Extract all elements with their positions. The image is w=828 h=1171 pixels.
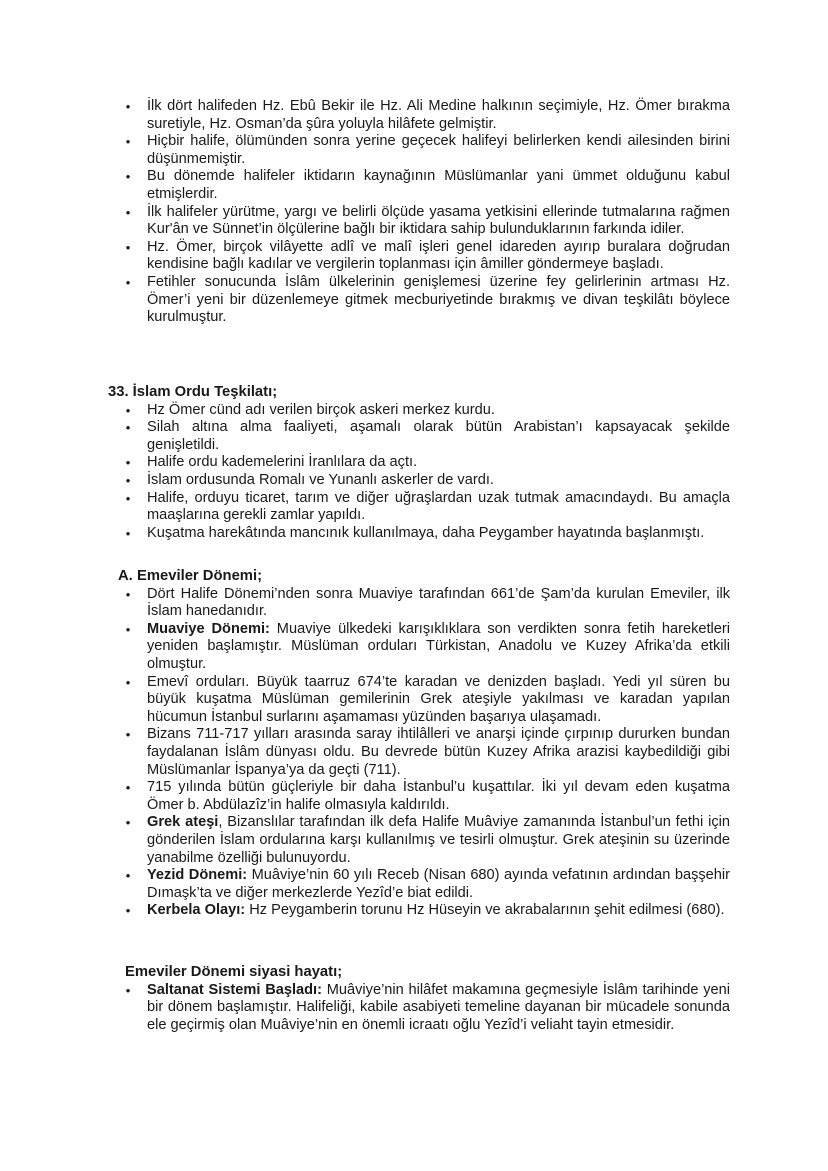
bullet-icon: • xyxy=(125,586,131,602)
item-text: İslam ordusunda Romalı ve Yunanlı askerler de vardı. xyxy=(147,471,494,488)
section-a-emeviler xyxy=(108,568,730,920)
item-text: Muâviye’nin 60 yılı Receb (Nisan 680) ayında vefatının ardından başşehir Dımaşk’ta ve diğer merkezlerde Yezîd’e biat edildi. xyxy=(147,867,730,901)
list-item xyxy=(108,982,730,1035)
item-text: Hz. Ömer, birçok vilâyette adlî ve malî işleri genel idareden ayırıp buralara doğrudan kendisine bağlı kadılar ve vergilerin toplanması için âmiller göndermeye başladı. xyxy=(147,238,730,273)
item-text: Bizans 711-717 yılları arasında saray ihtilâlleri ve anarşi içinde çırpınıp dururken bundan faydalanan İslâm dünyası oldu. Bu devrede bütün Kuzey Afrika arazisi kaybedildiği gibi Müslümanlar İspanya’ya da geçti (711). xyxy=(147,726,730,778)
list-item xyxy=(108,525,730,543)
political-bullet-list xyxy=(108,982,730,1035)
item-text: Muaviye ülkedeki karışıklıklara son verdikten sonra fetih hareketleri yeniden başlamıştır. Müslüman orduları Türkistan, Anadolu ve Kuzey Afrika’da etkili olmuştur. xyxy=(147,620,730,672)
bullet-icon: • xyxy=(125,239,131,255)
bullet-icon: • xyxy=(125,402,131,418)
list-item xyxy=(108,674,730,727)
list-item xyxy=(108,902,730,920)
list-item xyxy=(108,274,730,327)
item-text: Kuşatma harekâtında mancınık kullanılmaya, daha Peygamber hayatında başlanmıştı. xyxy=(147,524,705,541)
list-item xyxy=(108,402,730,420)
bullet-icon: • xyxy=(125,674,131,690)
list-item xyxy=(108,98,730,133)
item-bold-lead: Yezid Dönemi: xyxy=(147,867,248,884)
bullet-icon: • xyxy=(125,868,131,884)
item-text: Bu dönemde halifeler iktidarın kaynağının Müslümanlar yani ümmet olduğunu kabul etmişlerdir. xyxy=(147,168,730,202)
list-item xyxy=(108,586,730,621)
item-text: Fetihler sonucunda İslâm ülkelerinin genişlemesi üzerine fey gelirlerinin artması Hz. Ömer’i yeni bir düzenlemeye gitmek mecburiyetinde bırakmış ve divan teşkilâtı böylece kurulmuştur. xyxy=(147,273,730,326)
item-text: Hz Peygamberin torunu Hz Hüseyin ve akrabalarının şehit edilmesi (680). xyxy=(245,902,725,919)
item-text: Emevî orduları. Büyük taarruz 674’te karadan ve denizden başladı. Yedi yıl süren bu büyük kuşatma Müslüman gemilerinin Grek ateşiyle yakılması ve karadan yapılan hücumun İstanbul surlarını aşamaması yüzünden başarıya ulaşamadı. xyxy=(147,673,730,725)
intro-bullet-list xyxy=(108,98,730,327)
list-item xyxy=(108,814,730,867)
list-item xyxy=(108,490,730,525)
bullet-icon: • xyxy=(125,99,131,114)
subsection-heading: Emeviler Dönemi siyasi hayatı; xyxy=(125,964,343,980)
section-heading: 33. İslam Ordu Teşkilatı; xyxy=(108,384,278,400)
subsection-heading xyxy=(108,568,730,586)
item-text: Halife ordu kademelerini İranlılara da açtı. xyxy=(147,454,418,471)
item-bold-lead: Saltanat Sistemi Başladı: xyxy=(147,981,322,998)
list-item xyxy=(108,168,730,203)
bullet-icon: • xyxy=(125,490,131,506)
item-text: Halife, orduyu ticaret, tarım ve diğer uğraşlardan uzak tutmak amacındaydı. Bu amaçla maaşlarına gerekli zamlar yapıldı. xyxy=(147,489,730,524)
list-item xyxy=(108,454,730,472)
item-bold-lead: Kerbela Olayı: xyxy=(147,902,246,919)
subsection-title: Emeviler Dönemi; xyxy=(137,568,262,584)
bullet-icon: • xyxy=(125,420,131,436)
bullet-icon: • xyxy=(125,525,131,541)
list-item xyxy=(108,204,730,239)
item-text: Hiçbir halife, ölümünden sonra yerine geçecek halifeyi belirlerken kendi ailesinden birini düşünmemiştir. xyxy=(147,133,730,167)
item-text: , Bizanslılar tarafından ilk defa Halife Muâviye zamanında İstanbul’un fethi için gönderilen İslam ordularına karşı kullanılmış ve tesirli olmuştur. Grek ateşinin su üzerinde yanabilme özelliği bulunuyordu. xyxy=(147,814,730,866)
list-item xyxy=(108,419,730,454)
list-item xyxy=(108,867,730,902)
section-33 xyxy=(108,384,730,542)
bullet-icon: • xyxy=(125,204,131,220)
bullet-icon: • xyxy=(125,472,131,488)
item-text: Hz Ömer cünd adı verilen birçok askeri merkez kurdu. xyxy=(147,401,495,418)
list-item xyxy=(108,779,730,814)
list-item xyxy=(108,621,730,674)
intro-section xyxy=(108,98,730,327)
bullet-icon: • xyxy=(125,982,131,998)
bullet-icon: • xyxy=(125,134,131,150)
item-text: Silah altına alma faaliyeti, aşamalı olarak bütün Arabistan’ı kapsayacak şekilde genişletildi. xyxy=(147,419,730,453)
subsection-letter: A. xyxy=(118,568,133,584)
bullet-icon: • xyxy=(125,780,131,796)
bullet-icon: • xyxy=(125,903,131,919)
section-a-bullet-list xyxy=(108,586,730,920)
bullet-icon: • xyxy=(125,274,131,290)
bullet-icon: • xyxy=(125,455,131,471)
bullet-icon: • xyxy=(125,169,131,185)
political-life-section xyxy=(108,964,730,1034)
bullet-icon: • xyxy=(125,815,131,831)
item-text: İlk dört halifeden Hz. Ebû Bekir ile Hz. Ali Medine halkının seçimiyle, Hz. Ömer bırakma suretiyle, Hz. Osman’da şûra yoluyla hilâfete gelmiştir. xyxy=(147,98,730,132)
item-text: İlk halifeler yürütme, yargı ve belirli ölçüde yasama yetkisini ellerinde tutmalarına rağmen Kur'ân ve Sünnet’in ölçülerine bağlı bir iktidara sahip bulunduklarının farkında idiler. xyxy=(147,203,730,238)
list-item xyxy=(108,726,730,779)
bullet-icon: • xyxy=(125,727,131,743)
list-item xyxy=(108,133,730,168)
list-item xyxy=(108,239,730,274)
bullet-icon: • xyxy=(125,621,131,637)
list-item xyxy=(108,472,730,490)
item-text: Muâviye’nin hilâfet makamına geçmesiyle İslâm tarihinde yeni bir dönem başlamıştır. Halifeliği, kabile asabiyeti temeline dayanan bir mücadele sonunda ele geçirmiş olan Muâviye’nin en önemli icraatı oğlu Yezîd’i veliaht tayin etmesidir. xyxy=(147,981,730,1033)
section-33-bullet-list xyxy=(108,402,730,543)
item-text: 715 yılında bütün güçleriyle bir daha İstanbul’u kuşattılar. İki yıl devam eden kuşatma Ömer b. Abdülazîz’in halife olmasıyla kaldırıldı. xyxy=(147,779,730,813)
item-text: Dört Halife Dönemi’nden sonra Muaviye tarafından 661’de Şam’da kurulan Emeviler, ilk İslam hanedanıdır. xyxy=(147,585,730,620)
item-bold-lead: Grek ateşi xyxy=(147,814,219,831)
item-bold-lead: Muaviye Dönemi: xyxy=(147,620,270,637)
